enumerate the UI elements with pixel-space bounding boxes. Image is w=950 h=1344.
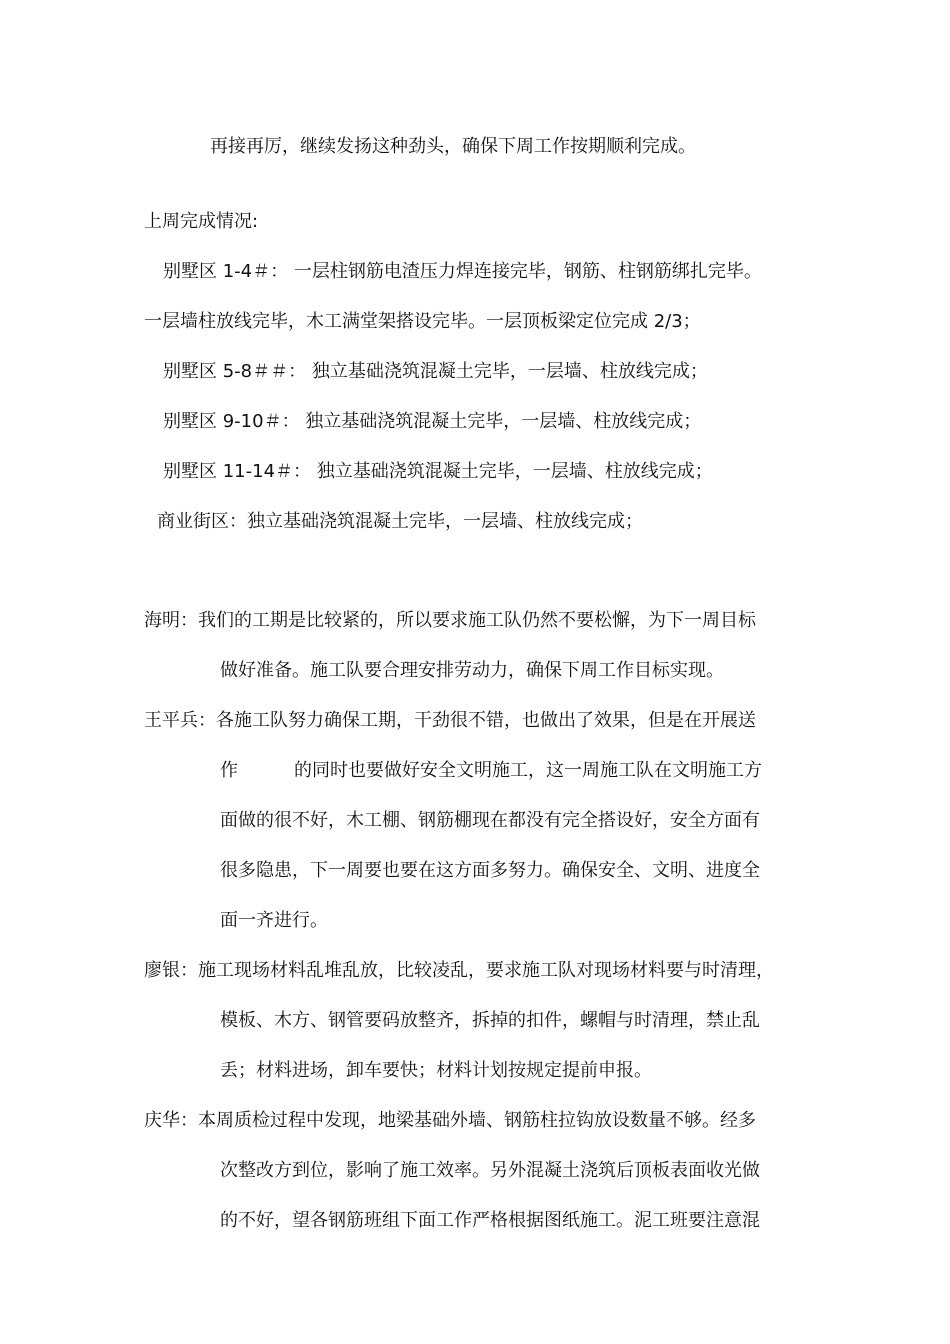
wangpingbing-line-2-start: 作: [220, 760, 238, 781]
wangpingbing-line-4: 很多隐患，下一周要也要在这方面多努力。确保安全、文明、进度全: [220, 860, 760, 881]
intro-line: 再接再厉，继续发扬这种劲头，确保下周工作按期顺利完成。: [210, 136, 696, 157]
commercial-line: 商业街区：独立基础浇筑混凝土完毕，一层墙、柱放线完成；: [157, 511, 643, 532]
completed-heading: 上周完成情况:: [144, 211, 259, 232]
wangpingbing-line-2-rest: 的同时也要做好安全文明施工，这一周施工队在文明施工方: [294, 760, 762, 781]
wangpingbing-line-3: 面做的很不好，木工棚、钢筋棚现在都没有完全搭设好，安全方面有: [220, 810, 760, 831]
wangpingbing-line-5: 面一齐进行。: [220, 910, 328, 931]
villa-9-10-line: 别墅区 9-10＃： 独立基础浇筑混凝土完毕，一层墙、柱放线完成；: [163, 411, 702, 432]
villa-1-4-line-1: 别墅区 1-4＃： 一层柱钢筋电渣压力焊连接完毕，钢筋、柱钢筋绑扎完毕。: [163, 261, 762, 282]
villa-5-8-line: 别墅区 5-8＃＃： 独立基础浇筑混凝土完毕，一层墙、柱放线完成；: [163, 361, 708, 382]
liaoyin-line-3: 丢；材料进场，卸车要快；材料计划按规定提前申报。: [220, 1060, 652, 1081]
wangpingbing-line-1: 王平兵：各施工队努力确保工期，干劲很不错，也做出了效果，但是在开展送: [144, 710, 756, 731]
villa-11-14-line: 别墅区 11-14＃： 独立基础浇筑混凝土完毕，一层墙、柱放线完成；: [163, 461, 713, 482]
qinghua-line-2: 次整改方到位，影响了施工效率。另外混凝土浇筑后顶板表面收光做: [220, 1160, 760, 1181]
liaoyin-line-1: 廖银：施工现场材料乱堆乱放，比较凌乱，要求施工队对现场材料要与时清理，: [144, 960, 774, 981]
qinghua-line-1: 庆华：本周质检过程中发现，地梁基础外墙、钢筋柱拉钩放设数量不够。经多: [144, 1110, 756, 1131]
haiming-line-1: 海明：我们的工期是比较紧的，所以要求施工队仍然不要松懈，为下一周目标: [144, 610, 756, 631]
villa-1-4-line-2: 一层墙柱放线完毕，木工满堂架搭设完毕。一层顶板梁定位完成 2/3；: [144, 311, 701, 332]
wangpingbing-line-2: [220, 759, 762, 783]
haiming-line-2: 做好准备。施工队要合理安排劳动力，确保下周工作目标实现。: [220, 660, 724, 681]
qinghua-line-3: 的不好，望各钢筋班组下面工作严格根据图纸施工。泥工班要注意混: [220, 1210, 760, 1231]
liaoyin-line-2: 模板、木方、钢管要码放整齐，拆掉的扣件，螺帽与时清理，禁止乱: [220, 1010, 760, 1031]
